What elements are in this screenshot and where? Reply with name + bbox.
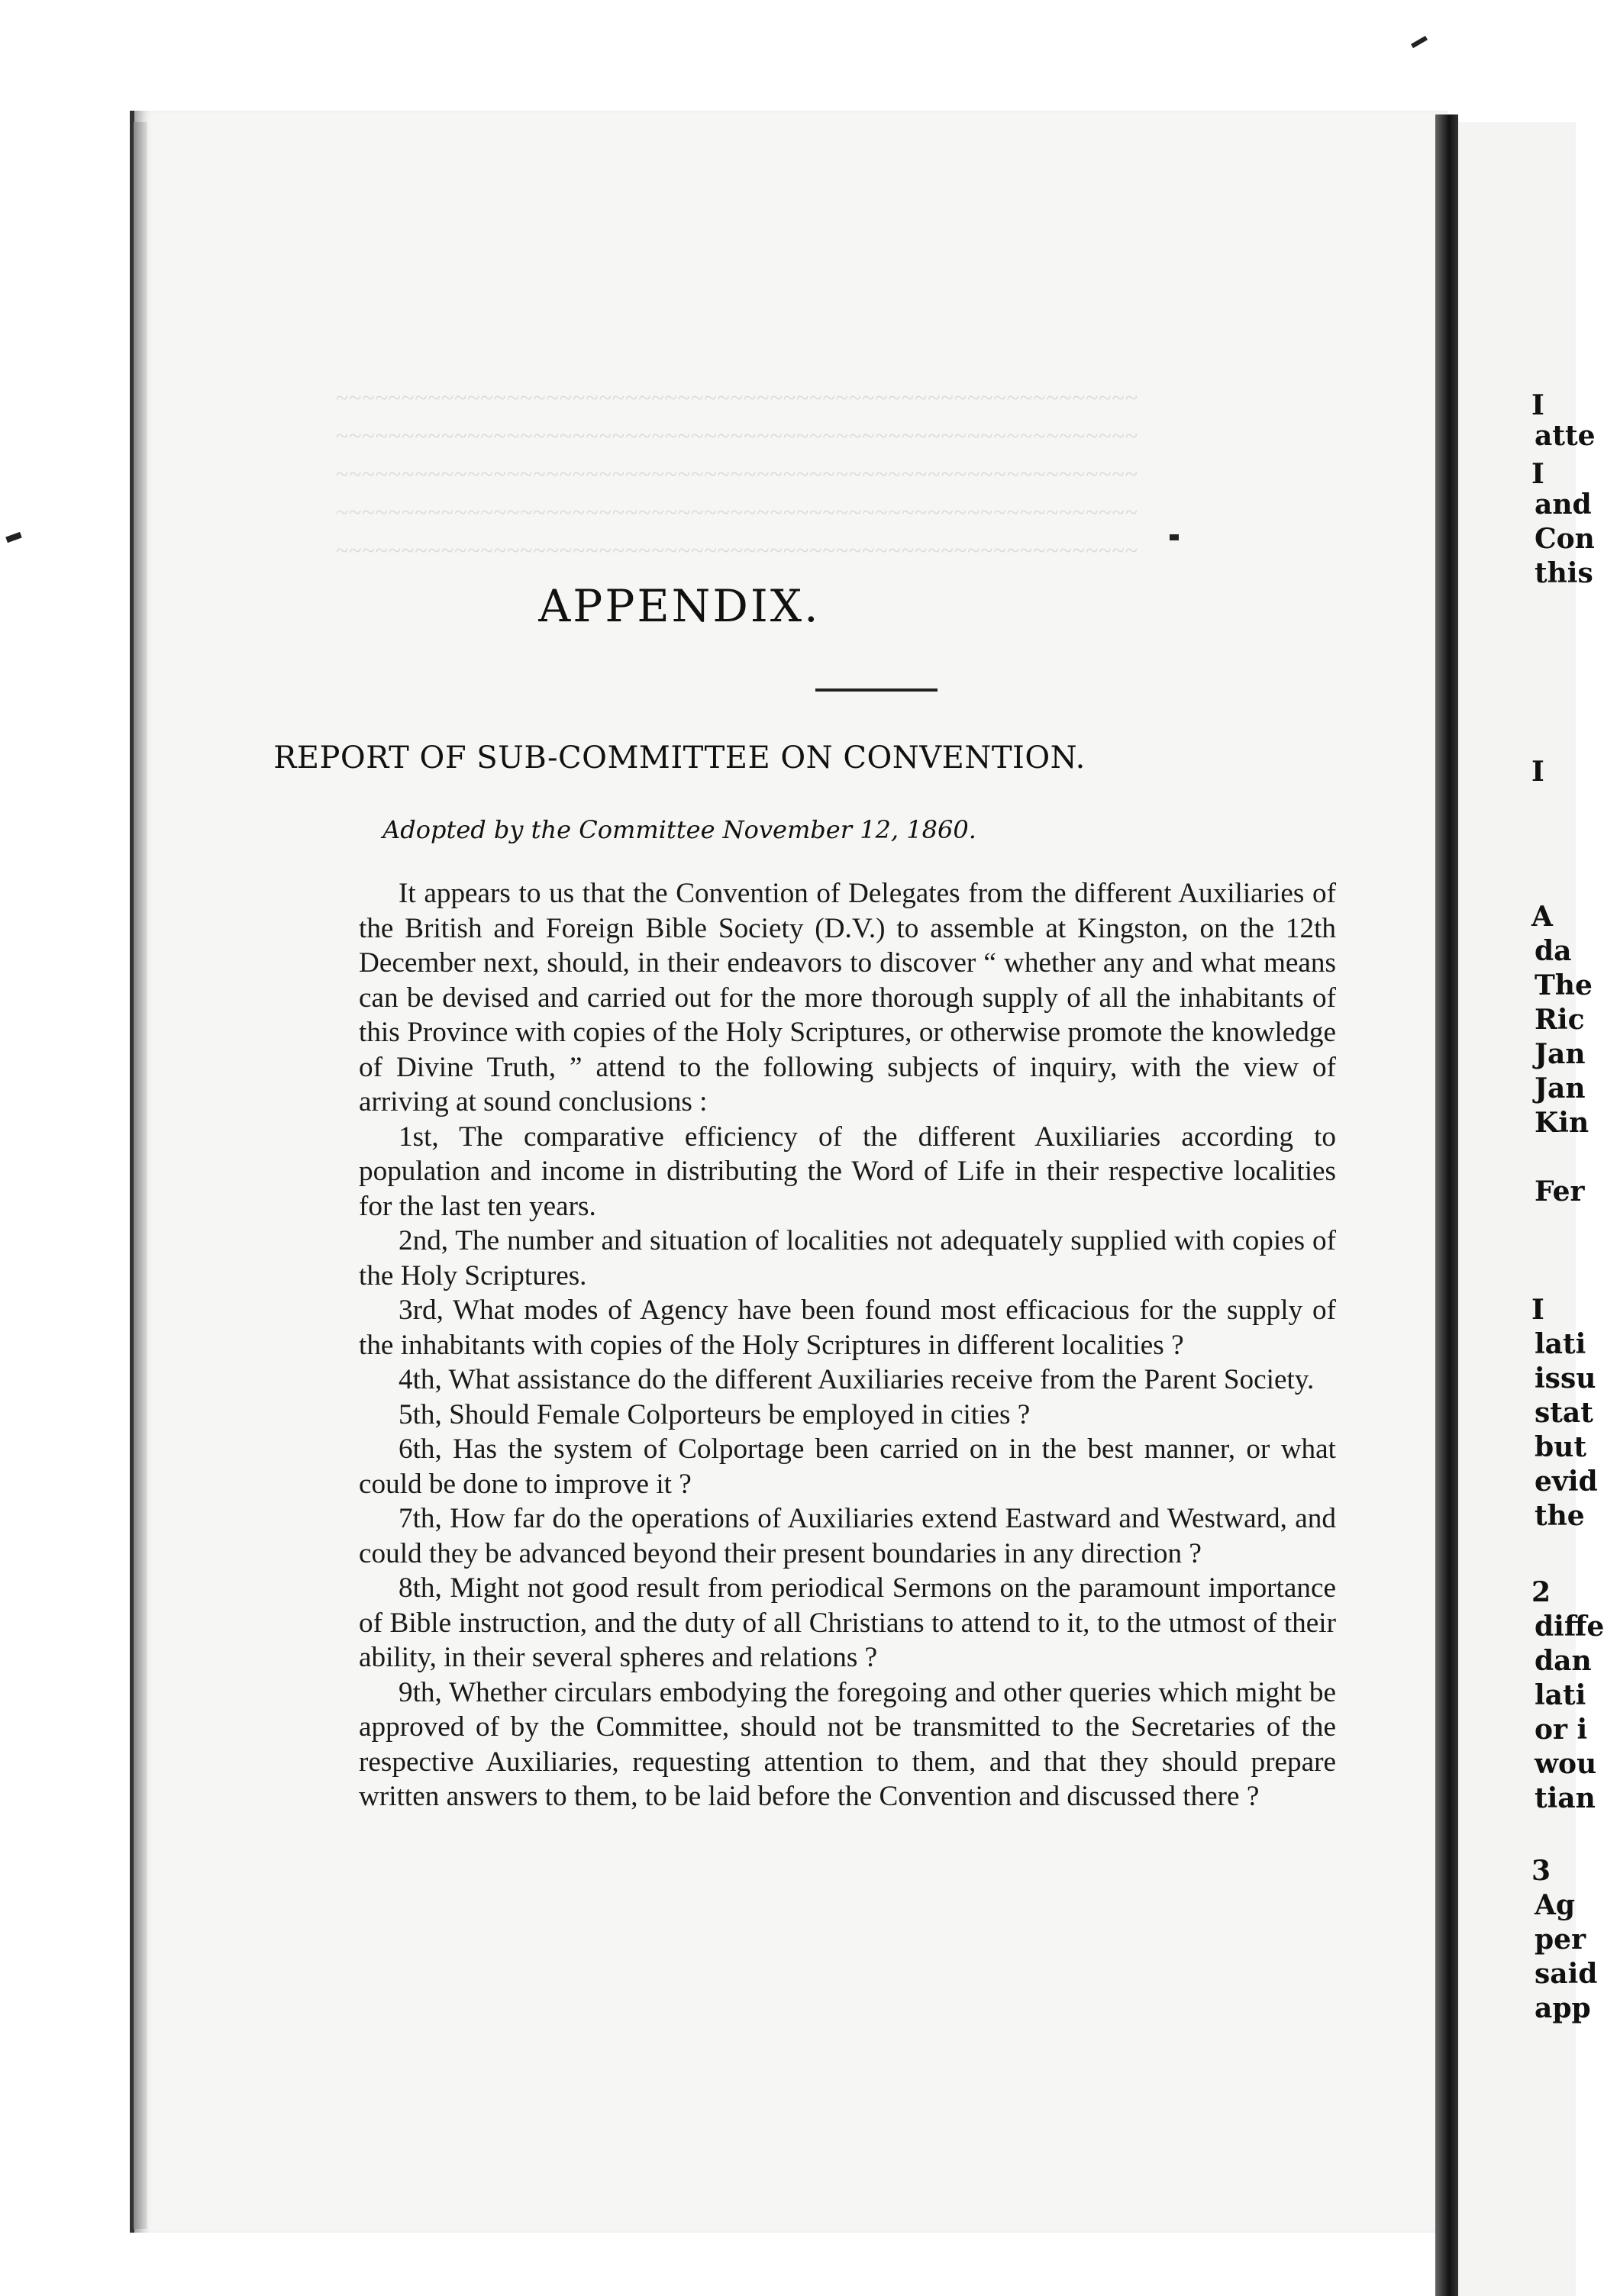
scan-speck xyxy=(1411,36,1428,48)
show-through-text: ~~~~~~~~~~~~~~~~~~~~~~~~~~~~~~~~~~~~~~~~~~~~~~~~~~~~~~~~~~~~~ xyxy=(336,500,1139,525)
fragment-line: Kin xyxy=(1535,1107,1589,1139)
title-divider xyxy=(815,688,938,692)
fragment-line: wou xyxy=(1535,1748,1597,1780)
report-body xyxy=(359,876,1336,1814)
fragment-line: I xyxy=(1531,1294,1544,1326)
fragment-line: evid xyxy=(1535,1466,1598,1498)
show-through-text: ~~~~~~~~~~~~~~~~~~~~~~~~~~~~~~~~~~~~~~~~~~~~~~~~~~~~~~~~~~~~~ xyxy=(336,424,1139,449)
fragment-line: said xyxy=(1535,1958,1598,1990)
fragment-line: Jan xyxy=(1535,1038,1586,1070)
inquiry-item: 9th, Whether circulars embodying the foregoing and other queries which might be approved of by the Committee, should not be transmitted to the Secretaries of the respective Auxiliaries, requesting attention to them, and that they should prepare written answers to them, to be laid before the Convention and discussed there ? xyxy=(359,1676,1336,1812)
inquiry-item: 8th, Might not good result from periodical Sermons on the paramount importance of Bible instruction, and the duty of all Christians to attend to it, to the utmost of their ability, in their several spheres and relations ? xyxy=(359,1572,1336,1673)
fragment-line: lati xyxy=(1535,1328,1586,1360)
fragment-line: Fer xyxy=(1535,1175,1585,1208)
fragment-line: I xyxy=(1531,458,1544,490)
fragment-line: I xyxy=(1531,389,1544,421)
book-gutter xyxy=(1435,114,1458,2296)
fragment-line: I xyxy=(1531,756,1544,788)
appendix-title: APPENDIX. xyxy=(538,580,821,632)
fragment-line: or i xyxy=(1535,1714,1588,1746)
scan-speck xyxy=(1170,534,1179,540)
fragment-line: Jan xyxy=(1535,1072,1586,1104)
scan-speck xyxy=(5,532,22,543)
fragment-line: Con xyxy=(1535,523,1595,555)
fragment-line: 2 xyxy=(1531,1576,1551,1608)
fragment-line: this xyxy=(1535,557,1593,589)
fragment-line: the xyxy=(1535,1500,1585,1532)
fragment-line: atte xyxy=(1535,420,1596,452)
inquiry-item: 1st, The comparative efficiency of the different Auxiliaries according to population and income in distributing the Word of Life in their respective localities for the last ten years. xyxy=(359,1121,1336,1222)
show-through-text: ~~~~~~~~~~~~~~~~~~~~~~~~~~~~~~~~~~~~~~~~~~~~~~~~~~~~~~~~~~~~~ xyxy=(336,385,1139,411)
right-page-fragment xyxy=(1458,122,1604,2296)
fragment-line: 3 xyxy=(1531,1855,1551,1887)
fragment-line: da xyxy=(1535,935,1572,967)
fragment-line: Ag xyxy=(1535,1889,1576,1921)
page-binding-edge xyxy=(134,122,147,2229)
show-through-text: ~~~~~~~~~~~~~~~~~~~~~~~~~~~~~~~~~~~~~~~~~~~~~~~~~~~~~~~~~~~~~ xyxy=(336,538,1139,563)
adopted-date-line: Adopted by the Committee November 12, 1860. xyxy=(382,815,976,844)
fragment-line: Ric xyxy=(1535,1004,1585,1036)
show-through-text: ~~~~~~~~~~~~~~~~~~~~~~~~~~~~~~~~~~~~~~~~~~~~~~~~~~~~~~~~~~~~~ xyxy=(336,462,1139,487)
fragment-line: lati xyxy=(1535,1679,1586,1711)
fragment-line: diffe xyxy=(1535,1611,1604,1643)
fragment-line: A xyxy=(1531,901,1553,933)
inquiry-item: 4th, What assistance do the different Auxiliaries receive from the Parent Society. xyxy=(399,1364,1315,1395)
fragment-line: app xyxy=(1535,1992,1591,2024)
inquiry-item: 5th, Should Female Colporteurs be employed in cities ? xyxy=(399,1398,1031,1430)
fragment-line: stat xyxy=(1535,1397,1593,1429)
inquiry-item: 3rd, What modes of Agency have been found most efficacious for the supply of the inhabitants with copies of the Holy Scriptures in different localities ? xyxy=(359,1295,1336,1361)
fragment-line: dan xyxy=(1535,1645,1592,1677)
report-heading: REPORT OF SUB-COMMITTEE ON CONVENTION. xyxy=(273,740,1086,776)
fragment-line: but xyxy=(1535,1431,1586,1463)
inquiry-item: 7th, How far do the operations of Auxiliaries extend Eastward and Westward, and could they be advanced beyond their present boundaries in any direction ? xyxy=(359,1503,1336,1569)
fragment-line: The xyxy=(1535,969,1593,1001)
fragment-line: and xyxy=(1535,489,1592,521)
fragment-line: per xyxy=(1535,1924,1586,1956)
inquiry-item: 6th, Has the system of Colportage been carried on in the best manner, or what could be done to improve it ? xyxy=(359,1433,1336,1500)
intro-paragraph: It appears to us that the Convention of Delegates from the different Auxiliaries of the British and Foreign Bible Society (D.V.) to assemble at Kingston, on the 12th December next, should, in their endeavors to discover “ whether any and what means can be devised and carried out for the more thorough supply of all the inhabitants of this Province with copies of the Holy Scriptures, or otherwise promote the knowledge of Divine Truth, ” attend to the following subjects of inquiry, with the view of arriving at sound conclusions : xyxy=(359,878,1336,1117)
inquiry-item: 2nd, The number and situation of localities not adequately supplied with copies of the Holy Scriptures. xyxy=(359,1225,1336,1292)
fragment-line: issu xyxy=(1535,1362,1596,1395)
fragment-line: tian xyxy=(1535,1782,1596,1814)
